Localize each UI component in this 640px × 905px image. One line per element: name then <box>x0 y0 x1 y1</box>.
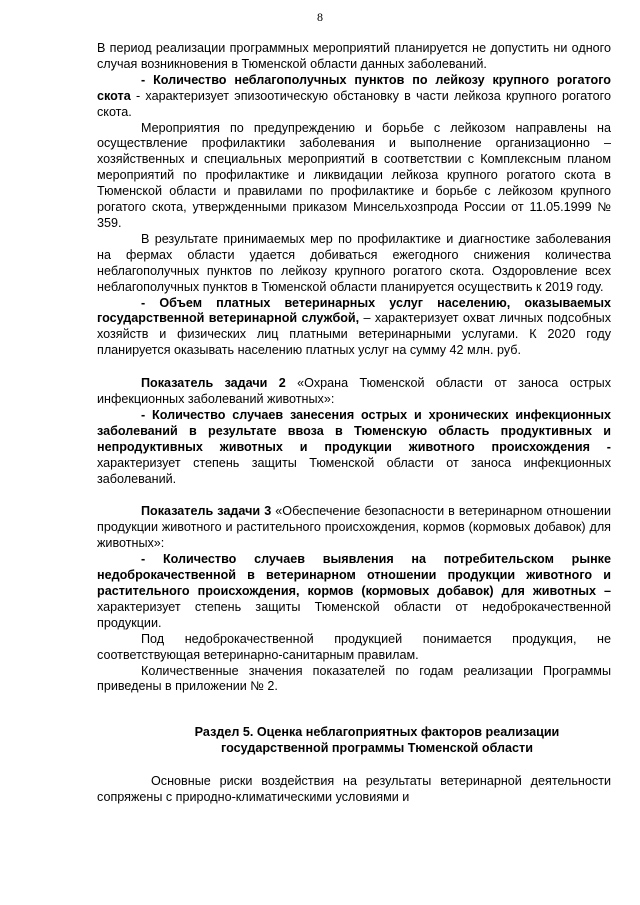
paragraph-paid-services <box>97 296 611 360</box>
section-heading-line-2: государственной программы Тюменской области <box>221 741 533 756</box>
paragraph-task-2 <box>97 376 611 408</box>
task-3-label: Показатель задачи 3 <box>141 504 272 519</box>
paragraph-definition: Под недоброкачественной продукцией понимается продукция, не соответствующая ветеринарно-санитарным правилам. <box>97 631 611 662</box>
section-heading-line-1: Раздел 5. Оценка неблагоприятных факторов реализации <box>194 725 560 740</box>
task-3-desc: «Обеспечение безопасности в ветеринарном отношении продукции животного и растительного происхождения, кормов (кормовых добавок) для животных»: <box>97 504 611 551</box>
paragraph-low-quality-products <box>97 552 611 632</box>
paragraph-leukosis-indicator <box>97 73 611 121</box>
paragraph-leukosis-results: В результате принимаемых мер по профилактике и диагностике заболевания на фермах области удается добиваться ежегодного снижения количества неблагополучных пунктов по лейкозу крупного рогатого скота. Оздоровление всех неблагополучных пунктов в Тюменской области планируется осуществить к 2019 году. <box>97 231 611 294</box>
page-content <box>97 41 611 806</box>
indicator-desc-low-quality: характеризует степень защиты Тюменской области от недоброкачественной продукции. <box>97 599 611 630</box>
paragraph-leukosis-measures: Мероприятия по предупреждению и борьбе с лейкозом направлены на осуществление профилактики заболевания и выполнение организационно – хозяйственных и специальных мероприятий в соответствии с Комплексным планом мероприятий по профилактике и ликвидации лейкоза крупного рогатого скота в Тюменской области и правилами по профилактике и борьбе с лейкозом крупного рогатого скота, утвержденными приказом Минсельхозпрода России от 11.05.1999 № 359. <box>97 120 611 230</box>
indicator-title-infection-import: - Количество случаев занесения острых и хронических инфекционных заболеваний в результате ввоза в Тюменскую область продуктивных и непродуктивных животных и продукции животного происхождения - <box>97 407 611 454</box>
page-number: 8 <box>317 10 323 24</box>
indicator-title-low-quality: - Количество случаев выявления на потребительском рынке недоброкачественной в ветеринарном отношении продукции животного и растительного происхождения, кормов (кормовых добавок) для животных – <box>97 552 611 598</box>
indicator-title-paid-services: - Объем платных ветеринарных услуг населению, оказываемых государственной ветеринарной службой, <box>97 295 611 326</box>
paragraph-appendix-ref: Количественные значения показателей по годам реализации Программы приведены в приложении № 2. <box>97 663 611 694</box>
paragraph-goal: В период реализации программных мероприятий планируется не допустить ни одного случая возникновения в Тюменской области данных заболеваний. <box>97 41 611 71</box>
section-heading <box>97 725 611 757</box>
task-2-desc: «Охрана Тюменской области от заноса острых инфекционных заболеваний животных»: <box>97 376 611 407</box>
paragraph-risks: Основные риски воздействия на результаты ветеринарной деятельности сопряжены с природно-климатическими условиями и <box>97 774 611 805</box>
paragraph-infection-import <box>97 408 611 488</box>
task-2-label: Показатель задачи 2 <box>141 376 286 391</box>
indicator-desc-infection-import: характеризует степень защиты Тюменской области от заноса инфекционных заболеваний. <box>97 455 611 486</box>
paragraph-task-3 <box>97 504 611 552</box>
indicator-desc-leukosis: - характеризует эпизоотическую обстановку в части лейкоза крупного рогатого скота. <box>97 88 611 119</box>
indicator-title-leukosis: - Количество неблагополучных пунктов по лейкозу крупного рогатого скота <box>97 72 611 103</box>
indicator-desc-paid-services: – характеризует охват личных подсобных хозяйств и физических лиц платными ветеринарными услугами. К 2020 году планируется оказывать населению платных услуг на сумму 42 млн. руб. <box>97 311 611 358</box>
